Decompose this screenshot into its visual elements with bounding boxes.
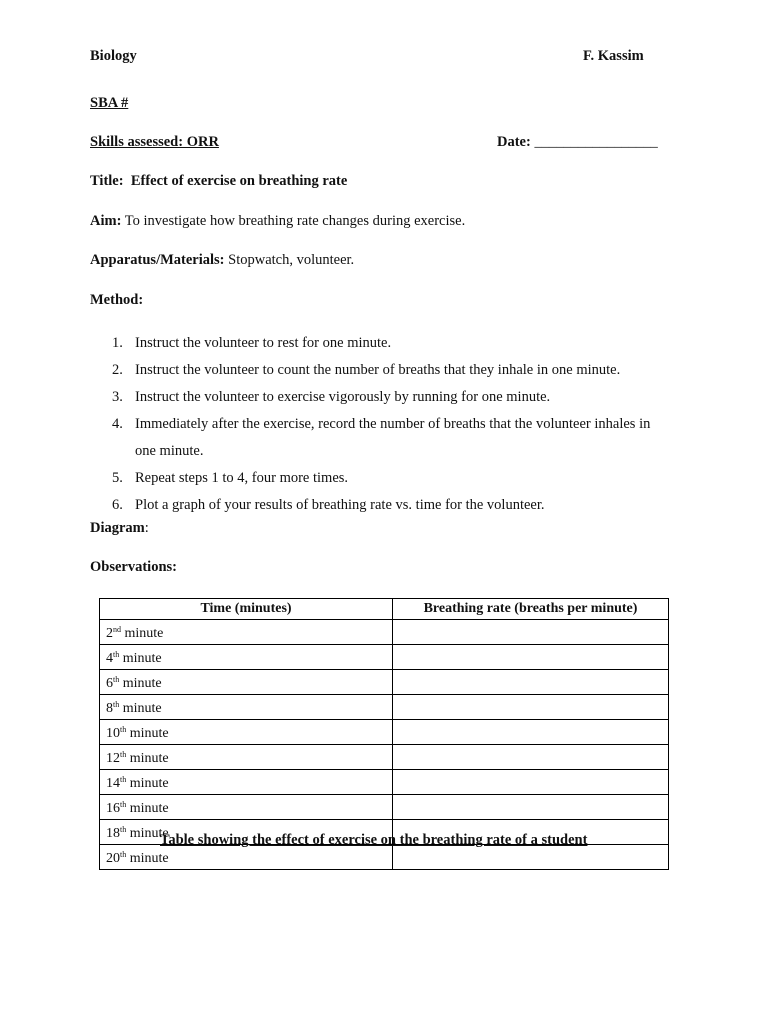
method-step: 5. Repeat steps 1 to 4, four more times. bbox=[112, 470, 349, 486]
column-header-time: Time (minutes) bbox=[100, 599, 393, 620]
table-caption: Table showing the effect of exercise on the breathing rate of a student bbox=[160, 832, 588, 848]
rate-cell bbox=[393, 620, 669, 645]
table-row: 18th minute bbox=[100, 820, 669, 845]
method-step: 3. Instruct the volunteer to exercise vigorously by running for one minute. bbox=[112, 389, 551, 405]
method-label: Method: bbox=[90, 292, 144, 308]
aim-label: Aim: bbox=[90, 213, 122, 229]
rate-cell bbox=[393, 720, 669, 745]
method-step: 2. Instruct the volunteer to count the number of breaths that they inhale in one minute. bbox=[112, 362, 621, 378]
column-header-breathing-rate: Breathing rate (breaths per minute) bbox=[393, 599, 669, 620]
author-name: F. Kassim bbox=[583, 48, 644, 64]
apparatus-label: Apparatus/Materials: bbox=[90, 252, 225, 268]
diagram-label: Diagram bbox=[90, 520, 145, 536]
rate-cell bbox=[393, 645, 669, 670]
rate-cell bbox=[393, 795, 669, 820]
table-row: 4th minute bbox=[100, 645, 669, 670]
skills-assessed: Skills assessed: ORR bbox=[90, 134, 219, 150]
method-step: 1. Instruct the volunteer to rest for one minute. bbox=[112, 335, 392, 351]
rate-cell bbox=[393, 770, 669, 795]
apparatus-text: Stopwatch, volunteer. bbox=[228, 252, 355, 268]
table-row: 14th minute bbox=[100, 770, 669, 795]
table-row: 16th minute bbox=[100, 795, 669, 820]
method-step: 4. Immediately after the exercise, record the number of breaths that the volunteer inhales in one minute. bbox=[112, 416, 651, 459]
method-step: 6. Plot a graph of your results of breathing rate vs. time for the volunteer. bbox=[112, 497, 545, 513]
table-row: 12th minute bbox=[100, 745, 669, 770]
table-row: 20th minute bbox=[100, 845, 669, 870]
table-row: 10th minute bbox=[100, 720, 669, 745]
title-label: Title: bbox=[90, 173, 124, 189]
table-header-row bbox=[100, 599, 669, 620]
rate-cell bbox=[393, 745, 669, 770]
rate-cell bbox=[393, 695, 669, 720]
method-list bbox=[90, 330, 690, 519]
sba-label: SBA # bbox=[90, 95, 129, 111]
table-row: 6th minute bbox=[100, 670, 669, 695]
table-row: 2nd minute bbox=[100, 620, 669, 645]
aim-text: To investigate how breathing rate changes during exercise. bbox=[124, 213, 466, 229]
subject-heading: Biology bbox=[90, 48, 137, 64]
date-label: Date: bbox=[497, 134, 531, 150]
apparatus-line bbox=[90, 252, 354, 269]
table-row: 8th minute bbox=[100, 695, 669, 720]
observations-table bbox=[99, 598, 669, 870]
rate-cell bbox=[393, 670, 669, 695]
aim-line bbox=[90, 213, 465, 230]
title-text: Effect of exercise on breathing rate bbox=[130, 173, 348, 189]
title-line bbox=[90, 173, 347, 190]
diagram-line: Diagram: bbox=[90, 520, 149, 536]
date-blank: _________________ bbox=[534, 134, 658, 150]
observations-label: Observations: bbox=[90, 559, 177, 575]
date-line bbox=[497, 134, 658, 151]
